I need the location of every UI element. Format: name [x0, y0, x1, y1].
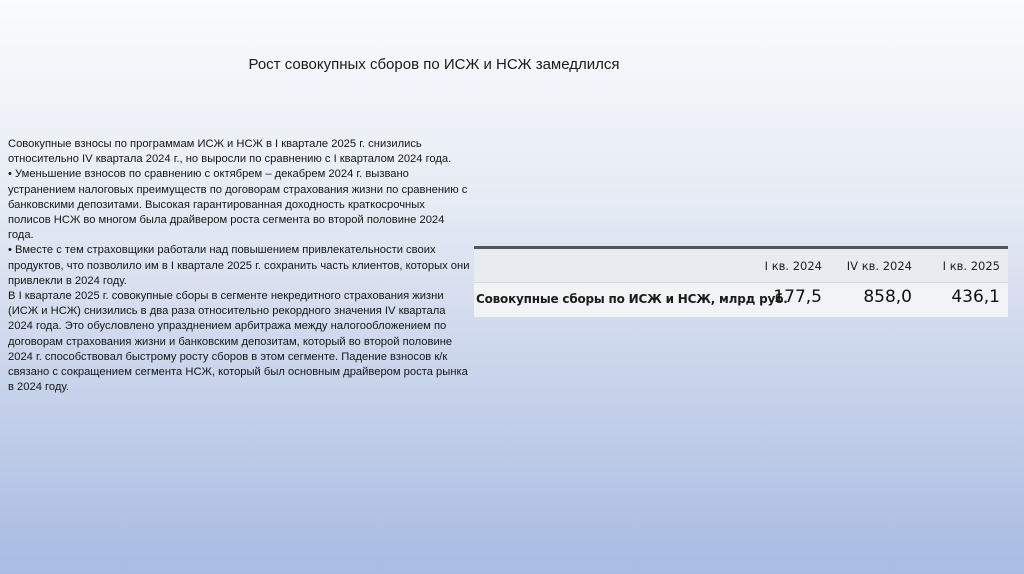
slide-title: Рост совокупных сборов по ИСЖ и НСЖ замедлился [248, 56, 620, 73]
table-cell: 858,0 [863, 287, 912, 307]
column-header: I кв. 2024 [764, 259, 822, 273]
paragraph: Совокупные взносы по программам ИСЖ и НСЖ в I квартале 2025 г. снизились относительно IV квартала 2024 г., но выросли по сравнению с I кварталом 2024 года. [8, 138, 452, 166]
table-cell: 436,1 [951, 287, 1000, 307]
table-cell: 177,5 [773, 287, 822, 307]
data-table [474, 246, 1008, 317]
column-header: I кв. 2025 [942, 259, 1000, 273]
bullet-paragraph: • Уменьшение взносов по сравнению с октябрем – декабрем 2024 г. вызвано устранением налоговых преимуществ по договорам страхования жизни по сравнению с банковскими депозитами. Высокая гарантированная доходность краткосрочных полисов НСЖ во многом была драйвером роста сегмента во второй половине 2024 года. [8, 168, 468, 242]
body-text [8, 137, 470, 395]
table-header [474, 249, 1008, 283]
column-header: IV кв. 2024 [846, 259, 912, 273]
row-label: Совокупные сборы по ИСЖ и НСЖ, млрд руб. [476, 292, 788, 306]
bullet-paragraph: • Вместе с тем страховщики работали над повышением привлекательности своих продуктов, что позволило им в I квартале 2025 г. сохранить часть клиентов, которых они привлекли в 2024 году. [8, 244, 470, 287]
paragraph: В I квартале 2025 г. совокупные сборы в сегменте некредитного страхования жизни (ИСЖ и НСЖ) снизились в два раза относительно рекордного значения IV квартала 2024 года. Это обусловлено упразднением арбитража между налогообложением по договорам страхования жизни и банковским депозитам, который во второй половине 2024 г. способствовал быстрому росту сборов в этом сегменте. Падение взносов к/к связано с сокращением сегмента НСЖ, который был основным драйвером роста рынка в 2024 году. [8, 290, 468, 394]
